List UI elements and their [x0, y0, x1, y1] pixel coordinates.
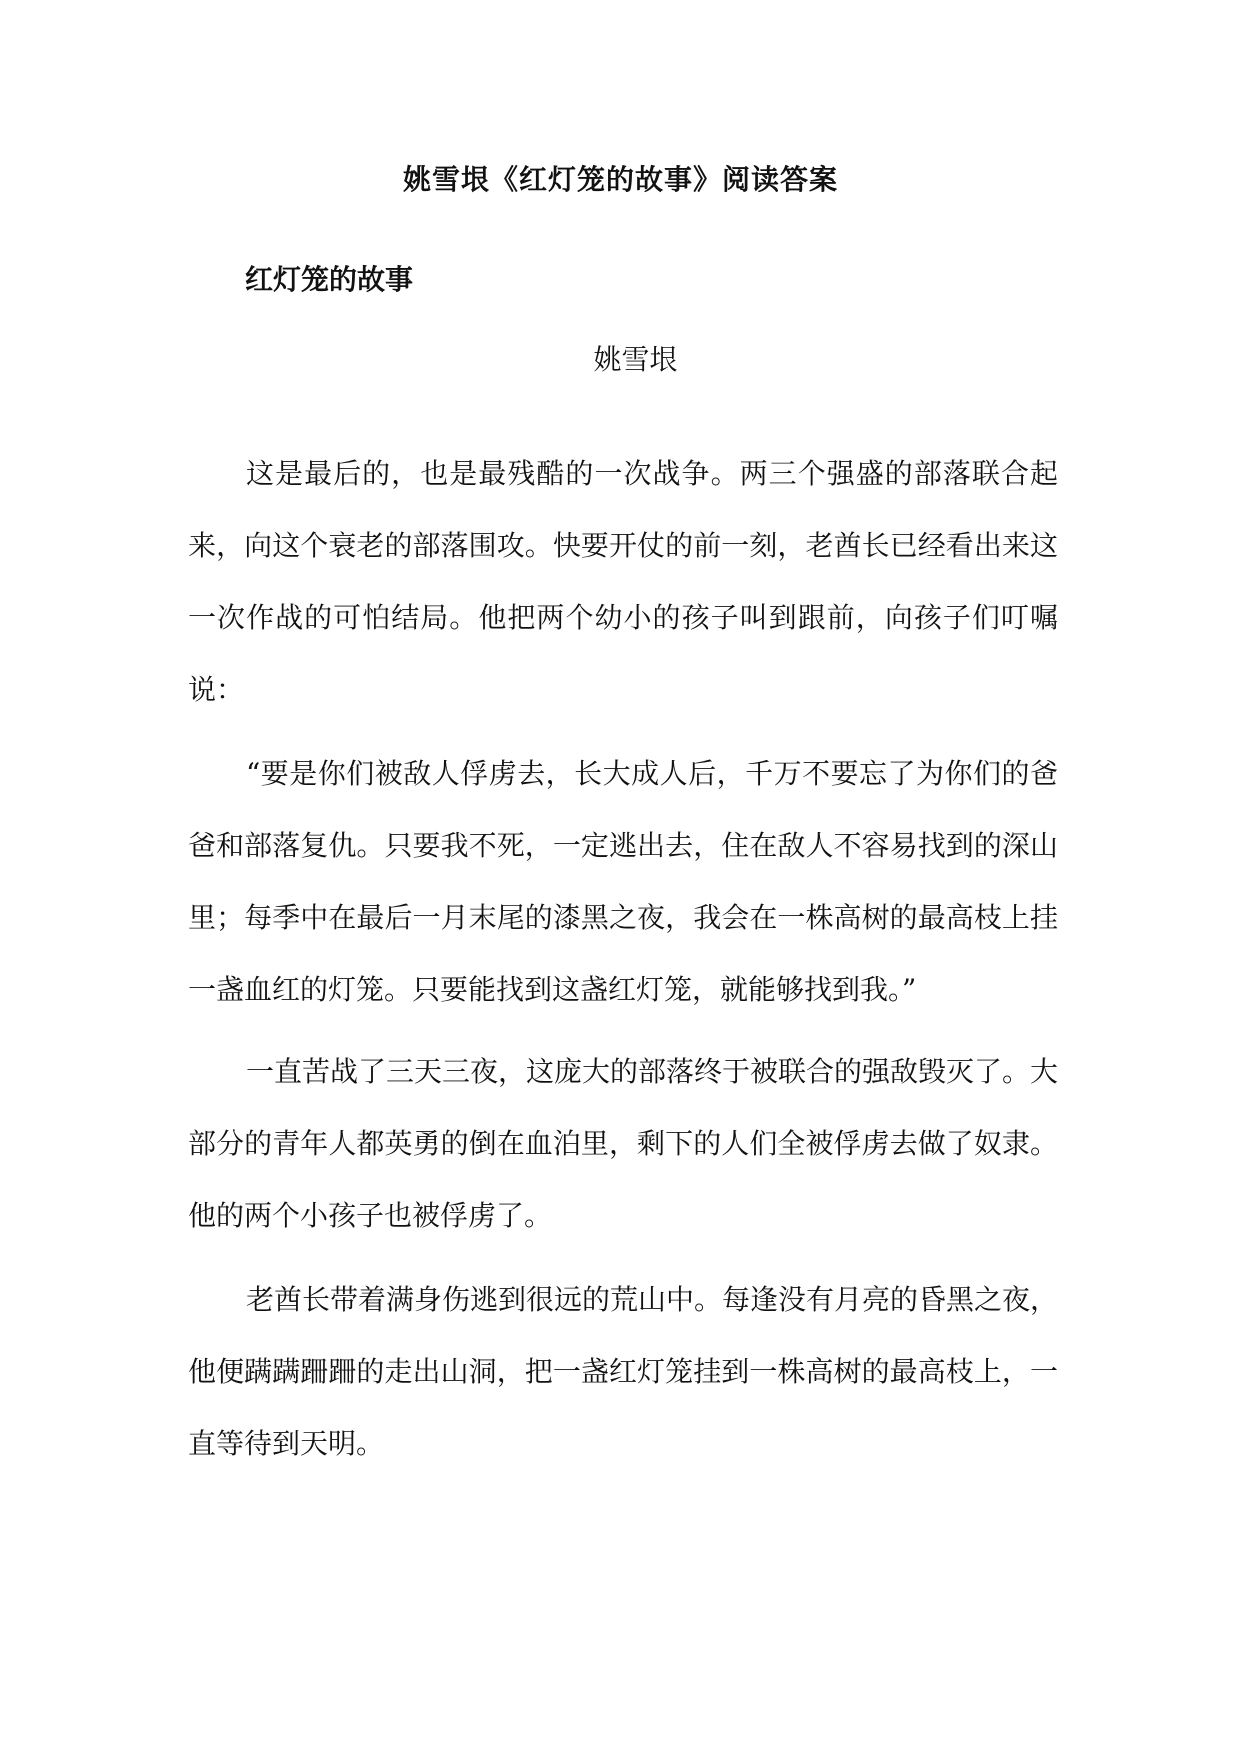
paragraph-4: 老酋长带着满身伤逃到很远的荒山中。每逢没有月亮的昏黑之夜，他便蹒蹒跚跚的走出山洞，把一盏红灯笼挂到一株高树的最高枝上，一直等待到天明。	[188, 1283, 1059, 1460]
author-name: 姚雪垠	[593, 343, 678, 376]
document-title: 姚雪垠《红灯笼的故事》阅读答案	[402, 163, 838, 196]
story-heading: 红灯笼的故事	[245, 263, 414, 296]
paragraph-1: 这是最后的，也是最残酷的一次战争。两三个强盛的部落联合起来，向这个衰老的部落围攻。快要开仗的前一刻，老酋长已经看出来这一次作战的可怕结局。他把两个幼小的孩子叫到跟前，向孩子们叮嘱说：	[188, 457, 1058, 706]
paragraph-3: 一直苦战了三天三夜，这庞大的部落终于被联合的强敌毁灭了。大部分的青年人都英勇的倒在血泊里，剩下的人们全被俘虏去做了奴隶。他的两个小孩子也被俘虏了。	[188, 1055, 1059, 1232]
paragraph-2: “要是你们被敌人俘虏去，长大成人后，千万不要忘了为你们的爸爸和部落复仇。只要我不死，一定逃出去，住在敌人不容易找到的深山里；每季中在最后一月末尾的漆黑之夜，我会在一株高树的最高枝上挂一盏血红的灯笼。只要能找到这盏红灯笼，就能够找到我。”	[188, 757, 1058, 1006]
